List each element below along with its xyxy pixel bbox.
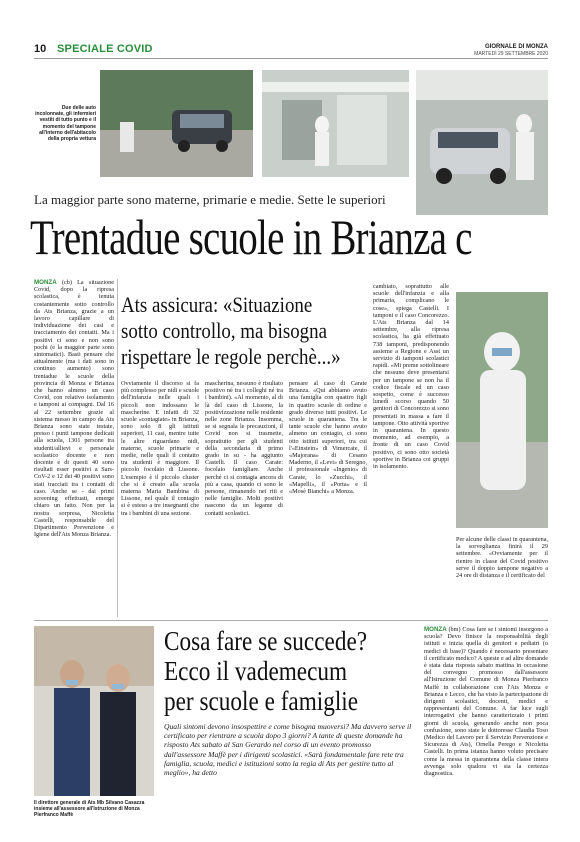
kicker: La maggior parte sono materne, primarie e medie. Sette le superiori <box>34 192 386 207</box>
officials-illustration <box>34 626 154 796</box>
lead-article-col1 <box>34 279 114 617</box>
nurse-illustration <box>456 292 548 528</box>
column-divider <box>117 279 118 617</box>
header-rule <box>34 58 548 59</box>
dateline: MONZA <box>34 279 57 286</box>
vademecum-body <box>424 626 548 832</box>
lead-article-text-1: (cb) La situazione Covid, dopo la ripresa scolastica, è tenuta costantemente sotto controllo da Ats Brianza, grazie a un lavoro capillare di individuazione dei casi e tracciamento dei contatti. Ma i positivi ci sono e non sono pochi (e la maggior parte sono sintomatici). Basti pensare che attualmente (ma i dati sono in continuo aumento) sono trentadue le scuole della provincia di Monza e Brianza che hanno almeno un caso Covid, con relativo isolamento e tamponi ai compagni. Dal 16 al 22 settembre grazie al sistema messo in campo da Ats Brianza sono state testate, presso i punti tampone dedicati alla scuola, 1301 persone tra studenti/allievi e personale scolastico docente e non docente e di questi 40 sono risultati esser positivi a Sars-CoV-2 e 12 dei 40 positivi sono stati tracciati tra i contatti di caso. Anche se - dai primi screening effettuati, emerge chiaro un fatto. Non per la nostra sorpresa, Nicoletta Castelli, responsabile del Dipartimento Prevenzione e Igiene dell'Ats Monza Brianza. <box>34 279 114 539</box>
vademecum-title-line-3: per scuole e famiglie <box>164 686 359 716</box>
nurse-photo-caption: Per alcune delle classi in quarantena, la sorveglianza finirà il 29 settembre. «Ovviamente per il rientro in classe del Covid positivo serve il doppio tampone negativo a 24 ore di distanza e il certificato del <box>456 536 548 580</box>
lead-article-col4: pensare al caso di Carate Brianza. «Qui abbiamo avuto una famiglia con quattro figli in quattro scuole di ordine e grado diverso tutti positivi. Le scuole in quarantena. Tra le tante scuole che hanno avuto almeno un contagio, ci sono otto istituti superiori, tra cui l'«Einstein» di Vimercate, il «Majorana» di Cesano Maderno, il «Levi» di Seregno, il professionale «Ingenio» di Carate, lo «Zucchi», il «Mapelli», il «Porta» e il «Mosè Bianchi» a Monza. <box>289 380 367 496</box>
main-headline: Trentadue scuole in Brianza c <box>30 209 472 265</box>
vademecum-dateline: MONZA <box>424 626 447 633</box>
section-title: SPECIALE COVID <box>57 43 153 55</box>
tent-illustration <box>262 70 409 177</box>
ats-title-line-1: Ats assicura: «Situazione <box>121 292 313 317</box>
page-number: 10 <box>34 43 47 55</box>
car-illustration <box>100 70 253 177</box>
ats-article-col5: cambiato, soprattutto alle scuole dell'infanzia e alla primaria, complicano le cose», spiega Castelli. I tamponi e il caso Concorezzo. L'Ats Brianza dal 14 settembre, alla ripresa scolastica, ha già effettuato 738 tamponi, predisponendo assieme a Regione e Asst un servizio di tamponi scolastici rapidi. «Mi preme sottolineare che nessuno deve presentarsi per un tampone se non ha il codice fiscale ed un caso sospetto, come è successo lunedì scorso quando 50 genitori di Concorezzo si sono presentati in massa a fare il tampone. Otto attività sportive in quarantena. In questo momento, ad esempio, a fronte di un caso Covid positivo, ci sono otto società sportive in Brianza coi gruppi in isolamento. <box>373 283 449 471</box>
officials-photo-caption: Il direttore generale di Ats Mb Silvano Casazza insieme all'assessore all'Istruzione di Monza Pierfranco Maffè <box>34 800 145 818</box>
vademecum-intro: Quali sintomi devono insospettire e come bisogna muoversi? Ma davvero serve il certificato per rientrare a scuola dopo 3 giorni? A tante di queste domande ha risposto Ats sabato al San Gerardo nel corso di un evento promosso dall'assessore Maffè per i dirigenti scolastici. «Sarà fondamentale fare rete tra famiglia, scuola, medici e istituzioni sotto la regia di Ats per gestire tutto al meglio», ha detto <box>164 722 412 778</box>
lead-article-col3: mascherina, nessuno è risultato positivo né tra i colleghi né tra i bambini). «Al momento, al di là del caso di Lissone, la positivizzazione nelle residente nelle zone Brianza. Insomma, se si segnala le precauzioni, il Covid non si trasmette, soprattutto per gli studenti della secondaria di primo grado in su - ha aggiunto Castelli. Il caso Carate: focolaio famigliare. Anche perché ci si contagia ancora di più a casa, quando ci sono le persone, rimanendo nei riti e nelle famiglie. Molti positivi nascono da un legame di contatti scolastici. <box>205 380 283 517</box>
ats-title-line-2: sotto controllo, ma bisogna <box>121 318 327 343</box>
section-divider <box>34 620 548 621</box>
photo-caption: Due delle auto incolonnate, gli infermieri vestiti di tutto punto e il momento del tampone all'interno dell'abitacolo della propria vettura <box>35 105 96 143</box>
ats-title-line-3: rispettare le regole perchè...» <box>121 344 341 369</box>
vademecum-title-line-2: Ecco il vademecum <box>164 656 348 686</box>
nurse-photo <box>456 292 548 528</box>
lead-article-col2: Ovviamente il discorso si fa più complesso per nidi e scuole dell'infanzia nelle quali i piccoli non indossano le mascherine. E infatti di 32 scuole «contagiate» in Brianza, sono solo 8 gli istituti superiori, 11 casi, mentre tutte le altre riguardano nidi, materne, scuole primarie e medie, nelle quali il contatto tra studenti è maggiore. Il piccolo focolaio di Lissone. L'esempio è il piccolo cluster che si è creato alla scuola materna Maria Bambina di Lissone, nel quale il contagio si è esteso a tre insegnanti che tra i bambini di una sezione. <box>121 380 199 517</box>
vademecum-title-line-1: Cosa fare se succede? <box>164 626 368 656</box>
drive-through-photo-3 <box>416 70 548 215</box>
vademecum-body-text: (bm) Cosa fare se i sintomi insorgono a scuola? Devo finisce la responsabilità degli istituti e inizia quella di genitori e pediatri (o medici di base)? Quando è necessario presentare il certificato medico? A queste e ad altre domande è stata data risposta sabato mattina in occasione del convegno promosso dall'assessore all'Istruzione del Comune di Monza Pierfranco Maffè in collaborazione con l'Ats Monza e Brianza e Lecco, che ha visto la partecipazione di dirigenti scolastici, docenti, medici e rappresentanti del Comune. A far luce sugli interrogativi che hanno caratterizzato i primi giorni di scuola, generando anche non poca confusione, sono state le dottoresse Claudia Toso (Medico del Lavoro per il Servizio Prevenzione e Sicurezza di Ats), Ornella Perego e Nicoletta Castelli. In prima istanza hanno voluto precisare come la messa in quarantena della classe intera avvenga solo qualora vi sia la certezza diagnostica. <box>424 626 548 778</box>
issue-date: MARTEDÌ 29 SETTEMBRE 2020 <box>474 51 548 57</box>
drive-through-photo-2 <box>262 70 409 177</box>
nurse-car-illustration <box>416 70 548 215</box>
ats-article-title <box>121 292 341 370</box>
vademecum-title <box>164 626 367 716</box>
officials-photo <box>34 626 154 796</box>
newspaper-name: GIORNALE DI MONZA <box>485 44 548 50</box>
drive-through-photo-1 <box>100 70 253 177</box>
